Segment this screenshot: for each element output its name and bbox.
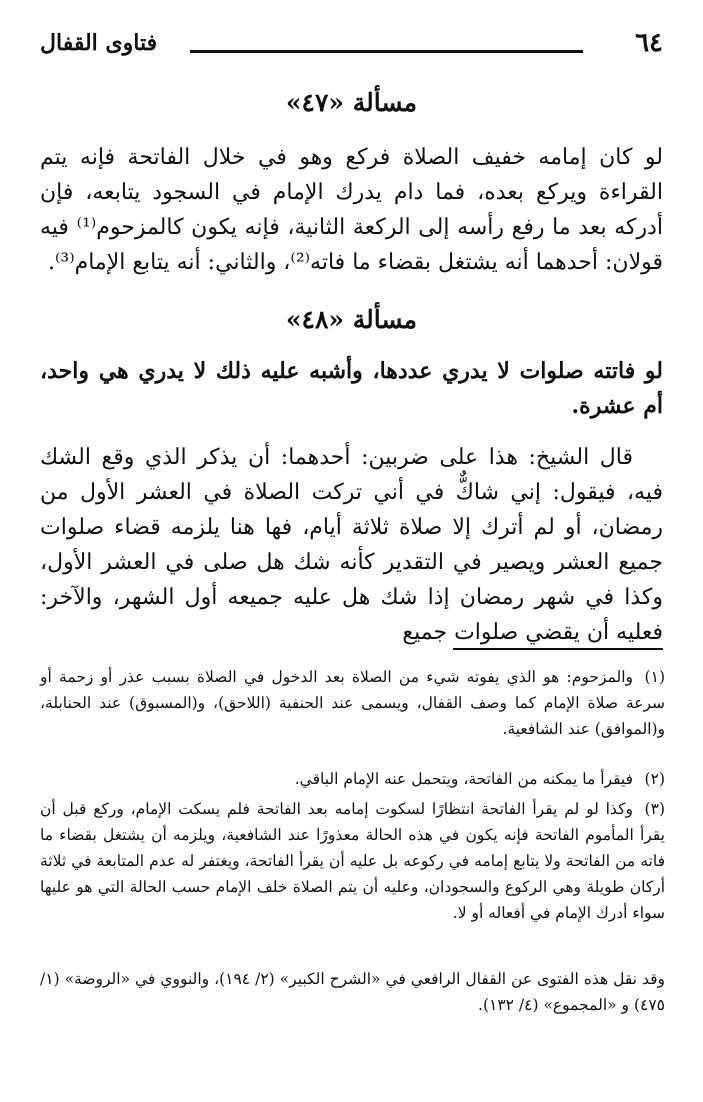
footnote-separator <box>453 648 663 650</box>
footnote-source-note: وقد نقل هذه الفتوى عن القفال الرافعي في «الشرح الكبير» (٢/ ١٩٤)، والنووي في «الروضة» (١/ ٤٧٥) و «المجموع» (٤/ ١٣٢). <box>40 970 665 1014</box>
running-title: فتاوى القفال <box>40 30 158 56</box>
footnote-number: (٢) <box>644 770 665 788</box>
section-48-question: لو فاتته صلوات لا يدري عددها، وأشبه عليه ذلك لا يدري هي واحد، أم عشرة. <box>40 358 663 419</box>
footnote-text: والمزحوم: هو الذي يفوته شيء من الصلاة بعد الدخول في الصلاة بسبب عذر أو زحمة أو سرعة صلاة الإمام كما وصف القفال، ويسمى عند الحنفية (اللاحق)، و(المسبوق) عند الحنابلة، و(الموافق) عند الشافعية. <box>40 668 665 738</box>
footnote-number: (٣) <box>644 800 665 818</box>
section-47-paragraph: لو كان إمامه خفيف الصلاة فركع وهو في خلال الفاتحة فإنه يتم القراءة ويركع بعده، فما دام يدرك الإمام في السجود يتابعه، فإن أدركه بعد ما رفع رأسه إلى الركعة الثانية، فإنه يكون كالمزحوم⁽¹⁾ فيه قولان: أحدهما أنه يشتغل بقضاء ما فاته⁽²⁾، والثاني: أنه يتابع الإمام⁽³⁾. <box>40 145 664 275</box>
footnote-1 <box>40 664 665 742</box>
page-header <box>40 28 663 62</box>
footnote-3 <box>40 796 665 926</box>
footnote-2 <box>40 766 665 792</box>
footnote-text: وكذا لو لم يقرأ الفاتحة انتظارًا لسكوت إمامه بعد الفاتحة فلم يسكت الإمام، وركع قبل أن يقرأ المأموم الفاتحة فإنه يكون في هذه الحالة معذورًا عند الشافعية، ويلزمه أن يشتغل بقضاء ما فاته من الفاتحة ولا يتابع إمامه في ركوعه بل عليه أن يقرأ الفاتحة، ويغتفر له عدم المتابعة في ثلاثة أركان طويلة وهي الركوع والسجودان، وعليه أن يتم الصلاة خلف الإمام حسب الحالة التي هو عليها سواء أدرك الإمام في أفعاله أو لا. <box>40 800 665 922</box>
footnote-number: (١) <box>644 668 665 686</box>
footnote-text: فيقرأ ما يمكنه من الفاتحة، ويتحمل عنه الإمام الباقي. <box>294 770 633 788</box>
page-number: ٦٤ <box>635 28 663 58</box>
header-rule <box>190 50 583 53</box>
section-title-47: مسألة «٤٧» <box>285 88 418 117</box>
section-48-answer: قال الشيخ: هذا على ضربين: أحدهما: أن يذكر الذي وقع الشك فيه، فيقول: إني شاكٌّ في أني تركت الصلاة في العشر الأول من رمضان، أو لم أترك إلا صلاة ثلاثة أيام، فها هنا يلزمه قضاء صلوات جميع العشر ويصير في التقدير كأنه شك هل صلى في العشر الأول، وكذا في شهر رمضان إذا شك هل عليه جميعه أول الشهر، والآخر: فعليه أن يقضي صلوات جميع <box>40 445 663 645</box>
section-title-48: مسألة «٤٨» <box>285 305 418 334</box>
